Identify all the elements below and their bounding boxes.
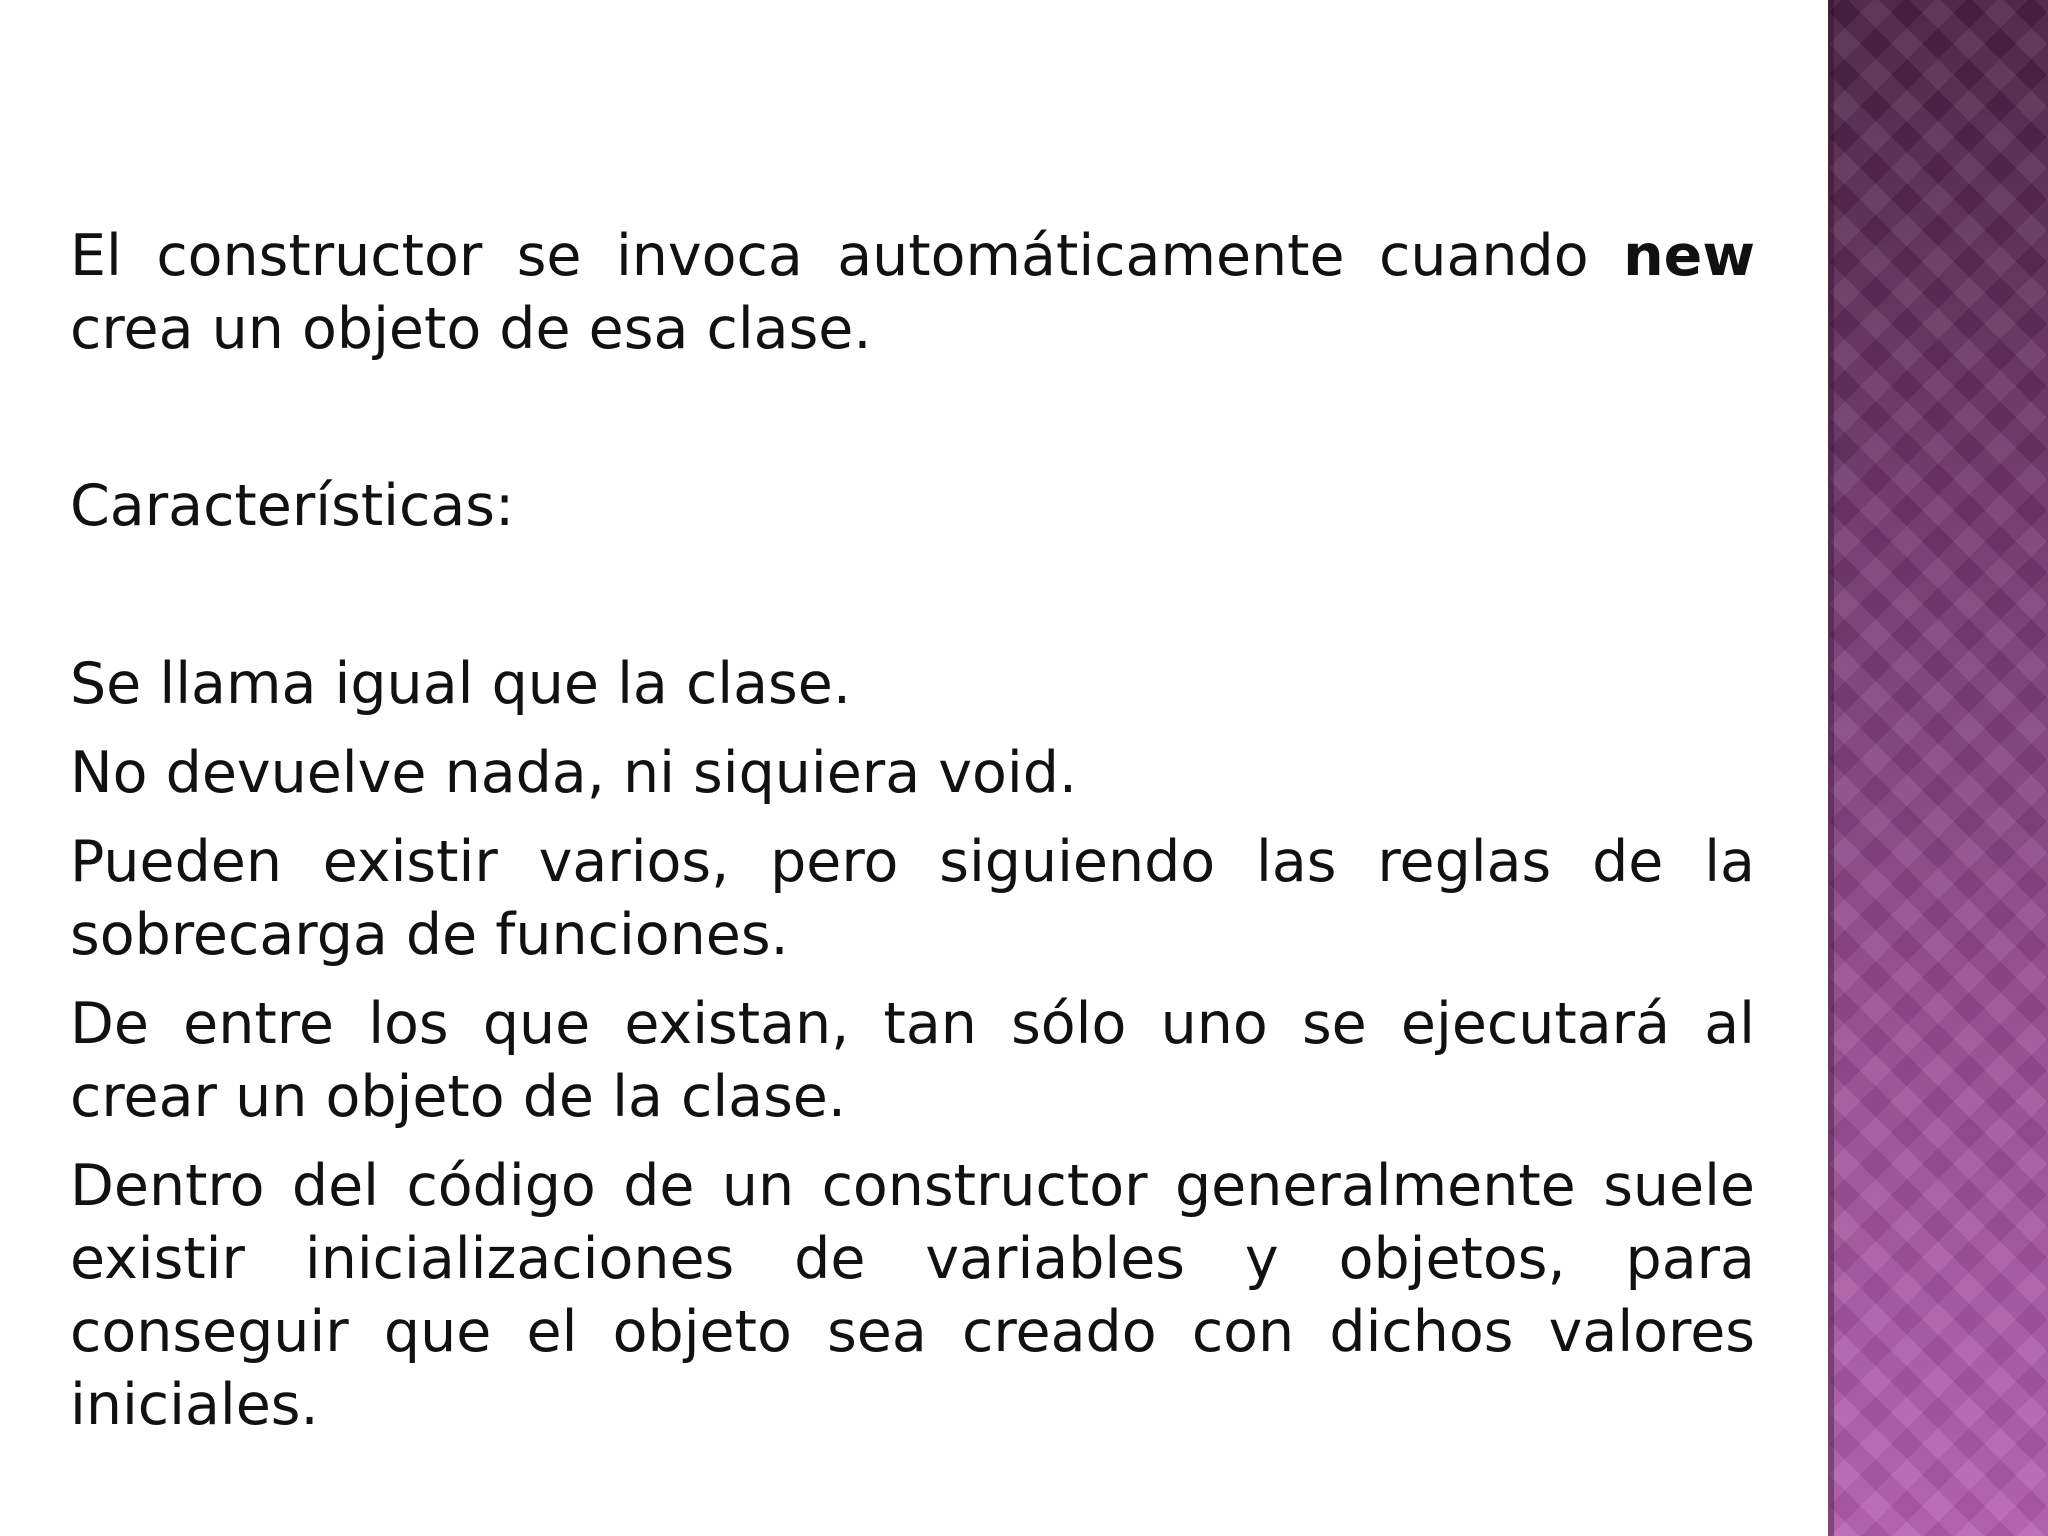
- decorative-side-band: [1828, 0, 2048, 1536]
- feature-item-one-executes: De entre los que existan, tan sólo uno se ejecutará al crear un objeto de la clase.: [70, 991, 1755, 1130]
- feature-item-no-return: No devuelve nada, ni siquiera void.: [70, 740, 1078, 806]
- feature-item-overloading: Pueden existir varios, pero siguiendo las reglas de la sobrecarga de funciones.: [70, 829, 1755, 968]
- intro-text-before: El constructor se invoca automáticamente cuando: [70, 223, 1624, 289]
- spacer: [70, 543, 1755, 648]
- intro-paragraph: [70, 220, 1755, 366]
- feature-item-initialization: Dentro del código de un constructor generalmente suele existir inicializaciones de variables y objetos, para conseguir que el objeto sea creado con dichos valores iniciales.: [70, 1153, 1755, 1438]
- slide-body: [70, 220, 1755, 1458]
- intro-keyword-new: new: [1623, 223, 1755, 289]
- feature-item-same-name: Se llama igual que la clase.: [70, 651, 851, 717]
- side-band-edge: [1828, 0, 1834, 1536]
- intro-text-after: crea un objeto de esa clase.: [70, 296, 872, 362]
- features-heading: Características:: [70, 473, 515, 539]
- spacer: [70, 366, 1755, 470]
